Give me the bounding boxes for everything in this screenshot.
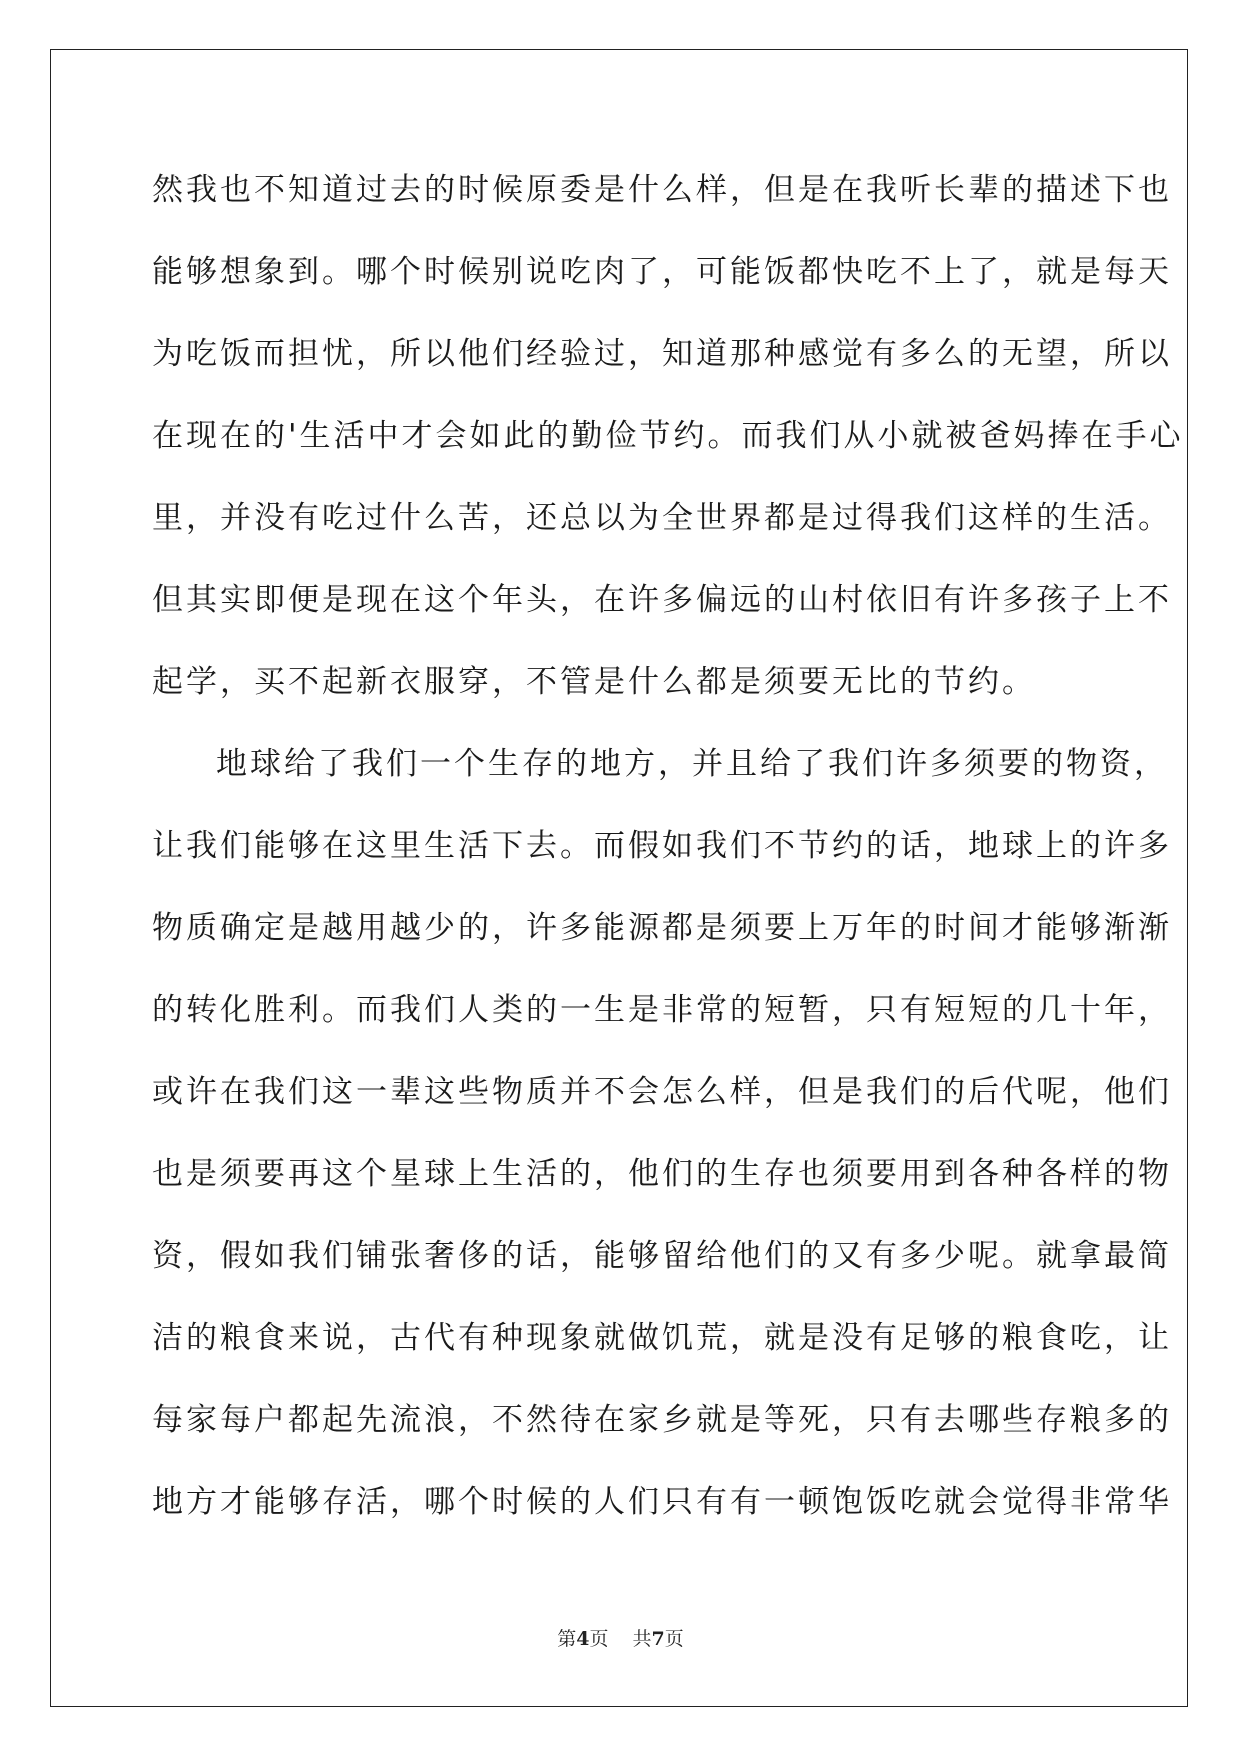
text-line: 里，并没有吃过什么苦，还总以为全世界都是过得我们这样的生活。 (152, 500, 1172, 536)
text-line: 起学，买不起新衣服穿，不管是什么都是须要无比的节约。 (152, 664, 1036, 700)
text-line: 能够想象到。哪个时候别说吃肉了，可能饭都快吃不上了，就是每天 (152, 254, 1172, 290)
text-line: 但其实即便是现在这个年头，在许多偏远的山村依旧有许多孩子上不 (152, 582, 1172, 618)
text-line: 地方才能够存活，哪个时候的人们只有有一顿饱饭吃就会觉得非常华 (152, 1484, 1172, 1520)
page-footer (0, 1624, 1241, 1651)
text-line: 为吃饭而担忧，所以他们经验过，知道那种感觉有多么的无望，所以 (152, 336, 1172, 372)
text-line: 洁的粮食来说，古代有种现象就做饥荒，就是没有足够的粮食吃，让 (152, 1320, 1172, 1356)
footer-total-prefix: 共 (632, 1628, 652, 1650)
text-line: 或许在我们这一辈这些物质并不会怎么样，但是我们的后代呢，他们 (152, 1074, 1172, 1110)
total-pages: 7 (651, 1628, 665, 1650)
text-line: 然我也不知道过去的时候原委是什么样，但是在我听长辈的描述下也 (152, 172, 1172, 208)
text-line: 资，假如我们铺张奢侈的话，能够留给他们的又有多少呢。就拿最简 (152, 1238, 1172, 1274)
footer-page-suffix: 页 (589, 1628, 609, 1650)
document-body (152, 162, 1184, 1556)
paragraph-first-line: 地球给了我们一个生存的地方，并且给了我们许多须要的物资， (216, 746, 1168, 782)
text-line: 的转化胜利。而我们人类的一生是非常的短暂，只有短短的几十年， (152, 992, 1172, 1028)
text-line: 在现在的'生活中才会如此的勤俭节约。而我们从小就被爸妈捧在手心 (152, 418, 1184, 454)
text-line: 让我们能够在这里生活下去。而假如我们不节约的话，地球上的许多 (152, 828, 1172, 864)
text-line: 物质确定是越用越少的，许多能源都是须要上万年的时间才能够渐渐 (152, 910, 1172, 946)
footer-total-suffix: 页 (664, 1628, 684, 1650)
page-number: 4 (576, 1628, 590, 1650)
text-line: 每家每户都起先流浪，不然待在家乡就是等死，只有去哪些存粮多的 (152, 1402, 1172, 1438)
footer-prefix: 第 (557, 1628, 577, 1650)
text-line: 也是须要再这个星球上生活的，他们的生存也须要用到各种各样的物 (152, 1156, 1172, 1192)
